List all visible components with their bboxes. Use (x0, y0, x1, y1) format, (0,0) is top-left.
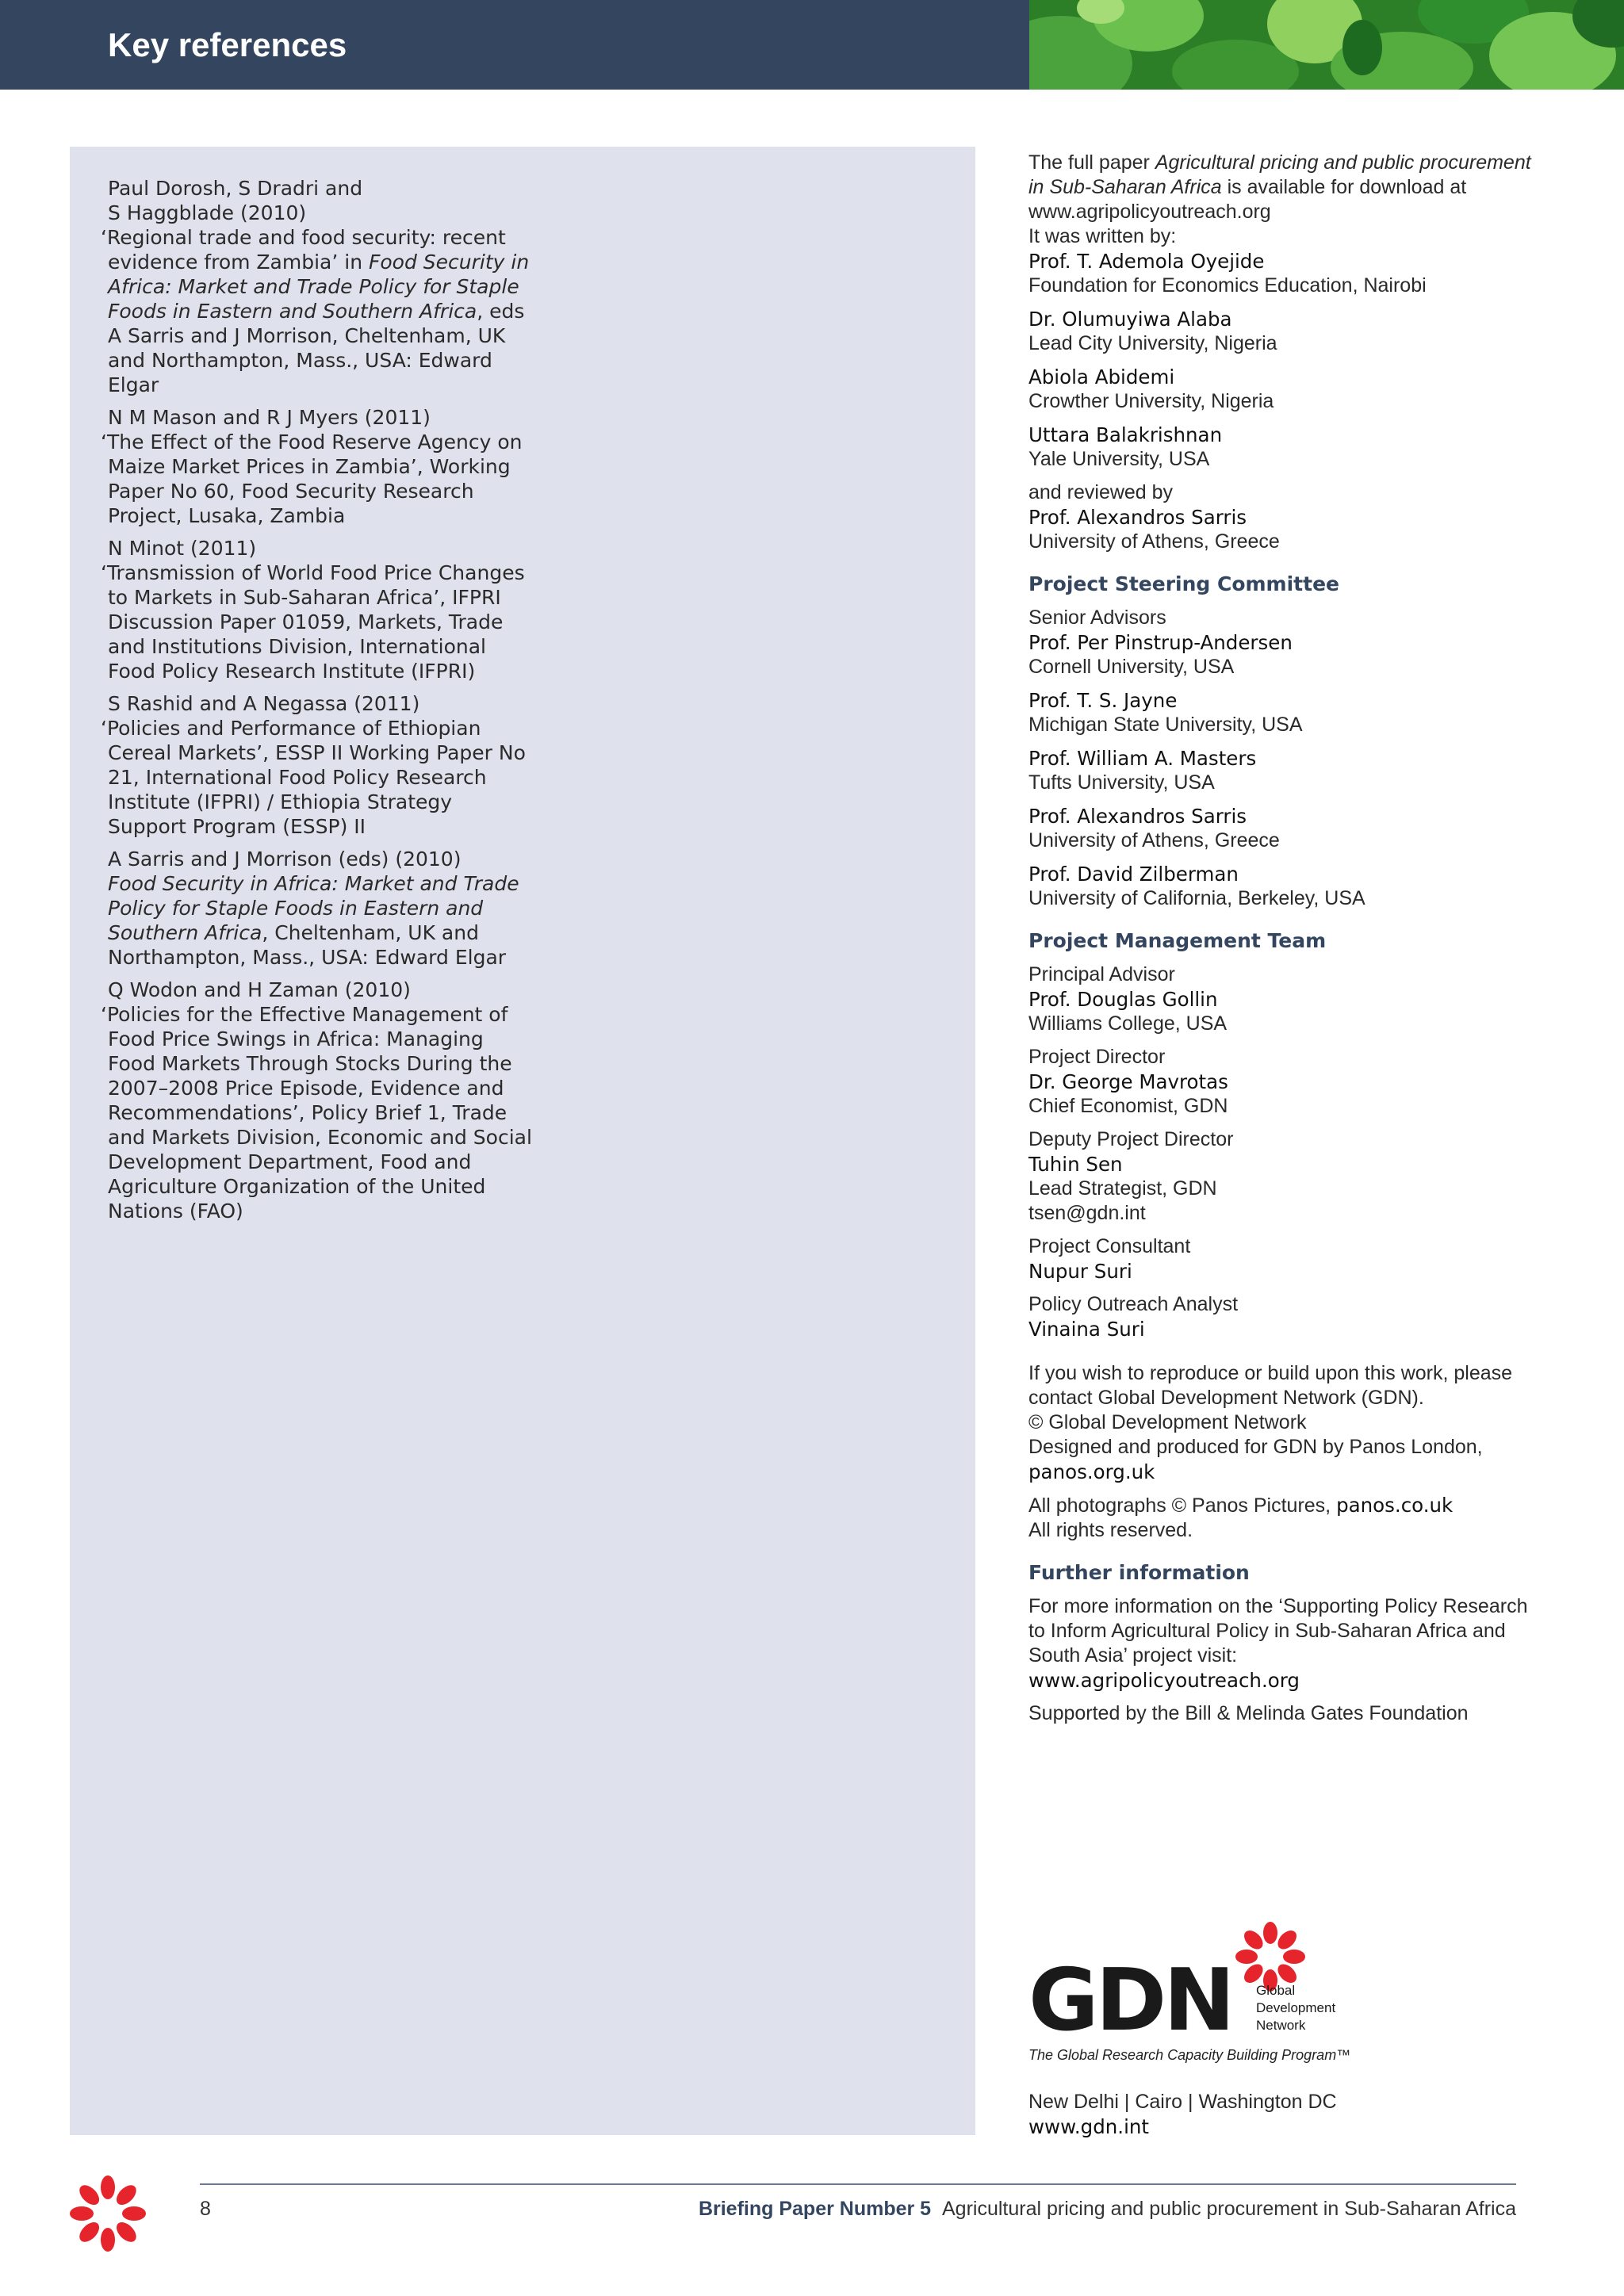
committee-member (1028, 862, 1536, 911)
references-list (101, 176, 536, 1231)
reproduce-notice: If you wish to reproduce or build upon this work, please contact Global Development Network (GDN). (1028, 1362, 1513, 1409)
design-credit: Designed and produced for GDN by Panos London, panos.org.uk (1028, 1435, 1536, 1484)
page-title: Key references (108, 26, 347, 63)
author-name: Dr. Olumuyiwa Alaba (1028, 308, 1232, 331)
member-name: Prof. T. S. Jayne (1028, 689, 1178, 712)
member-role: Policy Outreach Analyst (1028, 1293, 1239, 1315)
member-affiliation: Chief Economist, GDN (1028, 1095, 1228, 1117)
reference-item (101, 536, 536, 683)
reviewed-by-label: and reviewed by (1028, 481, 1174, 503)
logo-line: Network (1256, 2018, 1306, 2033)
reference-publisher: , Cheltenham, UK and Northampton, Mass., USA: Edward Elgar (108, 921, 507, 969)
photo-credit: All photographs © Panos Pictures, panos.co.uk (1028, 1494, 1454, 1517)
rights-notice: All rights reserved. (1028, 1519, 1193, 1541)
reference-book-title: Food Security in Africa: Market and Trade Policy for Staple Foods in Eastern and Southern Africa (108, 251, 530, 323)
intro-text: The full paper Agricultural pricing and public procurement in Sub-Saharan Africa is available for download at www.agripolicyoutreach.org (1028, 151, 1531, 223)
author-name: Abiola Abidemi (1028, 365, 1175, 388)
further-info-heading: Further information (1028, 1561, 1250, 1584)
reference-author: S Rashid and A Negassa (2011) (108, 692, 420, 715)
member-name: Prof. Alexandros Sarris (1028, 805, 1247, 828)
panos-london-link[interactable]: panos.org.uk (1028, 1460, 1155, 1483)
member-name: Prof. William A. Masters (1028, 747, 1257, 770)
team-member (1028, 1292, 1536, 1341)
reviewer-name: Prof. Alexandros Sarris (1028, 506, 1247, 529)
reference-item (108, 847, 536, 970)
author-affiliation: Yale University, USA (1028, 448, 1210, 470)
committee-member (1028, 746, 1536, 795)
author-affiliation: Foundation for Economics Education, Nairobi (1028, 274, 1427, 297)
reviewer-entry (1028, 505, 1536, 554)
member-name: Prof. Per Pinstrup-Andersen (1028, 631, 1293, 654)
author-entry (1028, 423, 1536, 472)
member-role: Deputy Project Director (1028, 1128, 1234, 1150)
gdn-letters: GDN (1028, 1951, 1232, 2050)
reference-author: N M Mason and R J Myers (2011) (108, 406, 431, 429)
paper-short-title: Agricultural pricing and public procurement in Sub-Saharan Africa (942, 2198, 1516, 2220)
author-name: Uttara Balakrishnan (1028, 423, 1223, 446)
member-affiliation: Tufts University, USA (1028, 771, 1215, 794)
reference-author: S Haggblade (2010) (108, 201, 307, 224)
gdn-website-link[interactable]: www.gdn.int (1028, 2115, 1150, 2138)
author-name: Prof. T. Ademola Oyejide (1028, 250, 1265, 273)
member-role: Project Consultant (1028, 1235, 1191, 1257)
member-name: Vinaina Suri (1028, 1318, 1145, 1341)
footer-flower-icon (67, 2172, 149, 2255)
office-cities: New Delhi | Cairo | Washington DC (1028, 2091, 1337, 2113)
team-member (1028, 1127, 1536, 1226)
paper-title: Agricultural pricing and public procurement in Sub-Saharan Africa (1028, 151, 1531, 198)
panos-pictures-link[interactable]: panos.co.uk (1336, 1494, 1454, 1517)
reference-item (101, 978, 536, 1223)
footer-divider (200, 2183, 1516, 2185)
management-heading: Project Management Team (1028, 929, 1327, 952)
reference-title: ‘The Effect of the Food Reserve Agency on Maize Market Prices in Zambia’, Working Paper No 60, Food Security Research Project, Lusaka, Zambia (101, 430, 523, 527)
member-name: Prof. David Zilberman (1028, 863, 1239, 886)
member-email[interactable]: tsen@gdn.int (1028, 1202, 1146, 1224)
author-affiliation: Lead City University, Nigeria (1028, 332, 1277, 354)
project-website-link[interactable]: www.agripolicyoutreach.org (1028, 1669, 1300, 1692)
member-name: Dr. George Mavrotas (1028, 1070, 1228, 1093)
author-entry (1028, 307, 1536, 356)
further-info: For more information on the ‘Supporting Policy Research to Inform Agricultural Policy in Sub-Saharan Africa and South Asia’ project visit: www.agripolicyoutreach.org (1028, 1594, 1536, 1693)
credits-column (1028, 151, 1536, 1726)
author-affiliation: Crowther University, Nigeria (1028, 390, 1274, 412)
gdn-logo (1028, 1887, 1362, 2069)
page-header (0, 0, 1624, 90)
reference-author: A Sarris and J Morrison (eds) (2010) (108, 848, 462, 871)
steering-heading: Project Steering Committee (1028, 572, 1339, 595)
author-entry (1028, 365, 1536, 414)
supported-by: Supported by the Bill & Melinda Gates Foundation (1028, 1702, 1469, 1724)
series-title: Briefing Paper Number 5 (698, 2198, 932, 2220)
member-name: Prof. Douglas Gollin (1028, 988, 1218, 1011)
reference-publisher: , eds A Sarris and J Morrison, Cheltenham, UK and Northampton, Mass., USA: Edward Elgar (108, 300, 525, 396)
reviewer-affiliation: University of Athens, Greece (1028, 530, 1280, 553)
committee-member (1028, 630, 1536, 679)
member-role: Principal Advisor (1028, 963, 1175, 985)
member-affiliation: Cornell University, USA (1028, 656, 1235, 678)
member-affiliation: Michigan State University, USA (1028, 714, 1303, 736)
reference-item (101, 405, 536, 528)
member-affiliation: Williams College, USA (1028, 1012, 1228, 1035)
member-affiliation: University of Athens, Greece (1028, 829, 1280, 851)
team-member (1028, 1045, 1536, 1119)
reference-title: ‘Policies for the Effective Management of Food Price Swings in Africa: Managing Food Markets Through Stocks During the 2007–2008 Price Episode, Evidence and Recommendations’, Policy Brief 1, Trade and Markets Division, Economic and Social Development Department, Food and Agriculture Organization of the United Nations (FAO) (101, 1003, 532, 1223)
member-name: Nupur Suri (1028, 1260, 1132, 1283)
reference-book-title: Food Security in Africa: Market and Trade Policy for Staple Foods in Eastern and Southern Africa (108, 872, 519, 944)
office-locations (1028, 2090, 1337, 2139)
reference-item (101, 691, 536, 839)
member-affiliation: University of California, Berkeley, USA (1028, 887, 1365, 909)
logo-tagline: The Global Research Capacity Building Program™ (1028, 2047, 1351, 2063)
author-entry (1028, 249, 1536, 298)
header-leaf-photo (1029, 0, 1624, 90)
reference-title: ‘Regional trade and food security: recent evidence from Zambia’ in (101, 226, 506, 274)
reference-title: ‘Transmission of World Food Price Changes to Markets in Sub-Saharan Africa’, IFPRI Discussion Paper 01059, Markets, Trade and Institutions Division, International Food Policy Research Institute (IFPRI) (101, 561, 525, 683)
member-role: Project Director (1028, 1046, 1166, 1068)
reference-item (101, 176, 536, 397)
written-by-label: It was written by: (1028, 225, 1177, 247)
flower-icon (1235, 1922, 1305, 1992)
committee-member (1028, 688, 1536, 737)
reference-author: N Minot (2011) (108, 537, 257, 560)
logo-line: Development (1256, 2000, 1336, 2015)
committee-member (1028, 804, 1536, 853)
page-number: 8 (200, 2198, 211, 2220)
reference-title: ‘Policies and Performance of Ethiopian Cereal Markets’, ESSP II Working Paper No 21, International Food Policy Research Institute (IFPRI) / Ethiopia Strategy Support Program (ESSP) II (101, 717, 526, 838)
team-member (1028, 962, 1536, 1036)
footer-series (699, 2198, 1516, 2221)
senior-advisors-label: Senior Advisors (1028, 607, 1166, 629)
team-member (1028, 1234, 1536, 1284)
logo-line: Global (1256, 1983, 1296, 1998)
copyright-notice: © Global Development Network (1028, 1411, 1307, 1433)
member-affiliation: Lead Strategist, GDN (1028, 1177, 1217, 1200)
reference-author: Paul Dorosh, S Dradri and (108, 177, 363, 200)
reference-author: Q Wodon and H Zaman (2010) (108, 978, 411, 1001)
member-name: Tuhin Sen (1028, 1153, 1123, 1176)
